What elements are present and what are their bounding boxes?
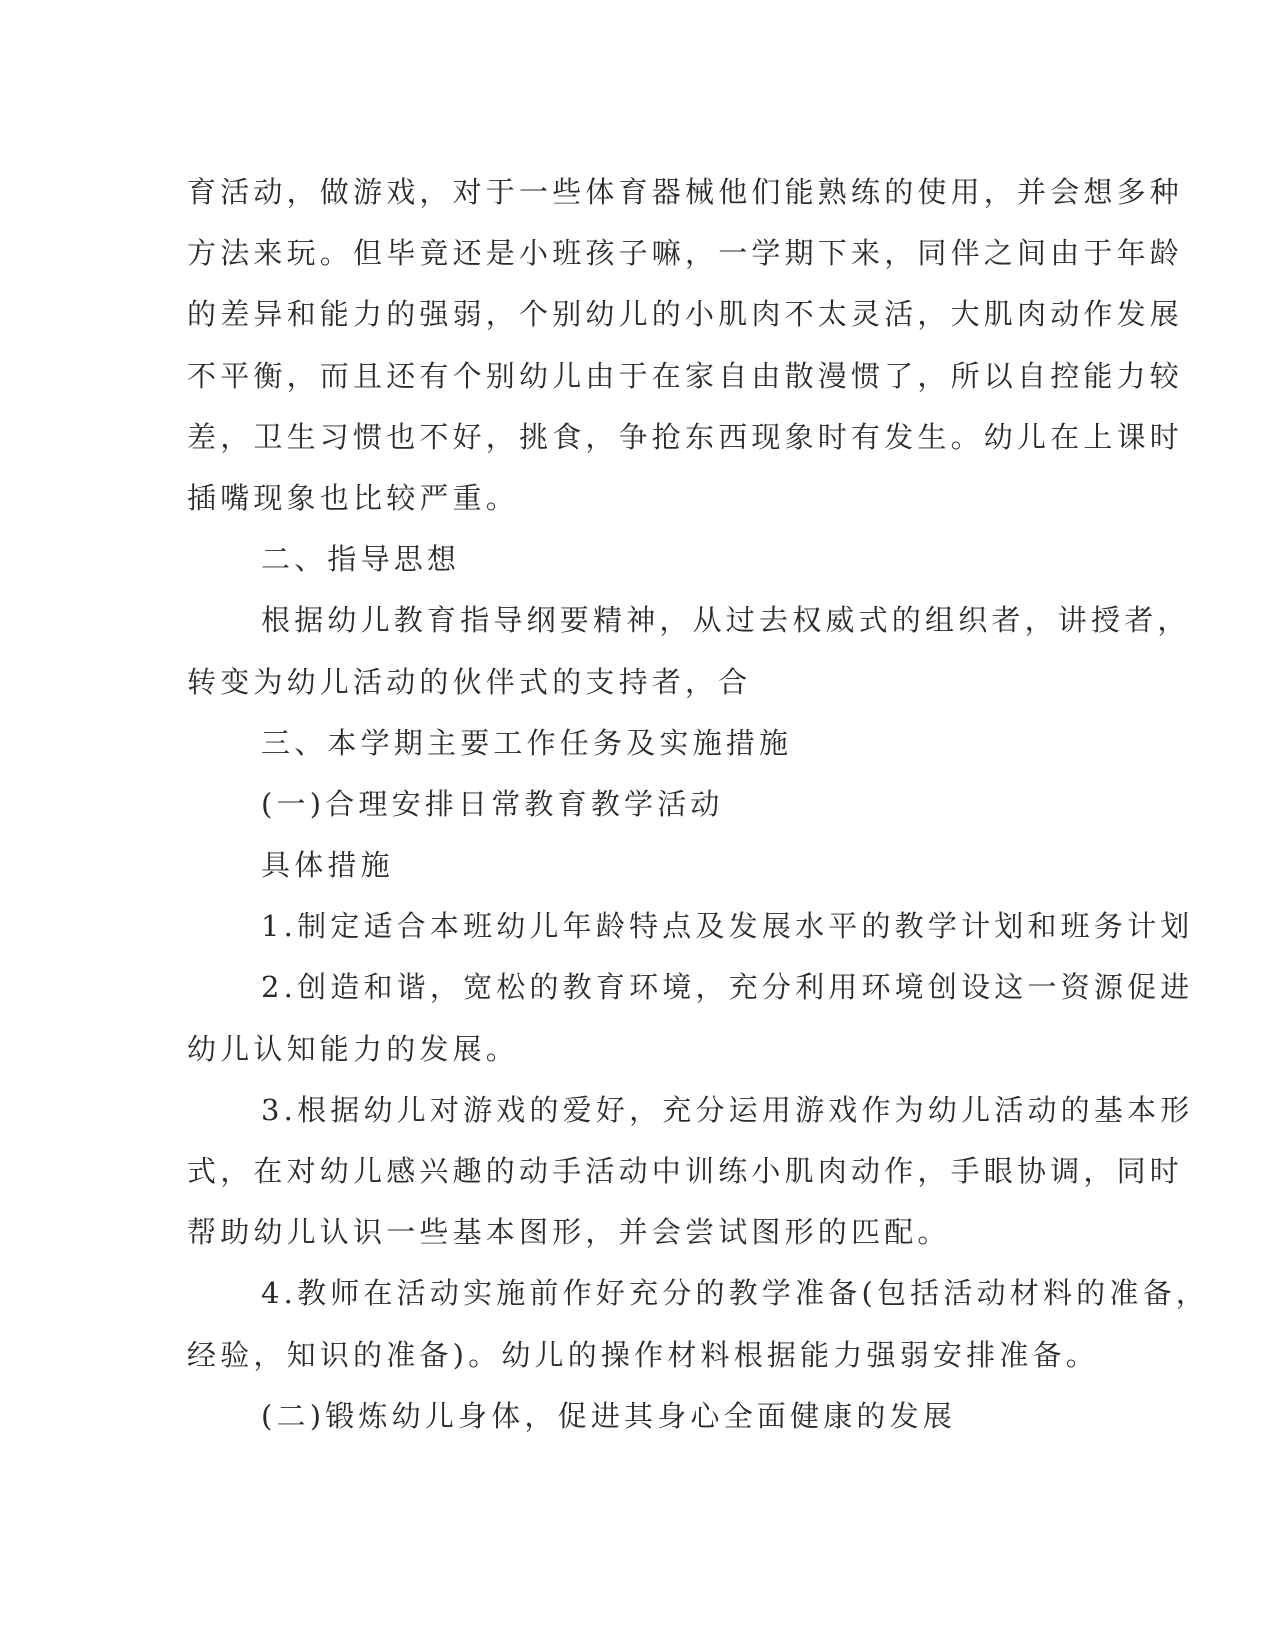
text-line: 帮助幼儿认识一些基本图形，并会尝试图形的匹配。 [187, 1215, 951, 1250]
text-line: 差，卫生习惯也不好，挑食，争抢东西现象时有发生。幼儿在上课时 [187, 419, 1184, 454]
subsection-heading: (二)锻炼幼儿身体，促进其身心全面健康的发展 [261, 1398, 957, 1433]
text-line: 式，在对幼儿感兴趣的动手活动中训练小肌肉动作，手眼协调，同时 [187, 1154, 1184, 1188]
document-body [187, 162, 1209, 1447]
text-line: 方法来玩。但毕竟还是小班孩子嘛，一学期下来，同伴之间由于年龄 [187, 236, 1184, 271]
text-line: 根据幼儿教育指导纲要精神，从过去权威式的组织者，讲授者， [261, 603, 1191, 638]
list-item: 2.创造和谐，宽松的教育环境，充分利用环境创设这一资源促进 [261, 970, 1194, 1005]
list-item: 3.根据幼儿对游戏的爱好，充分运用游戏作为幼儿活动的基本形 [261, 1092, 1194, 1127]
text-line: 转变为幼儿活动的伙伴式的支持者，合 [187, 664, 752, 699]
subsection-heading: (一)合理安排日常教育教学活动 [261, 786, 724, 821]
text-line: 经验，知识的准备)。幼儿的操作材料根据能力强弱安排准备。 [187, 1337, 1099, 1372]
text-line: 不平衡，而且还有个别幼儿由于在家自由散漫惯了，所以自控能力较 [187, 358, 1184, 393]
text-line: 幼儿认知能力的发展。 [187, 1031, 520, 1066]
text-line: 的差异和能力的强弱，个别幼儿的小肌肉不太灵活，大肌肉动作发展 [187, 297, 1184, 332]
text-line: 具体措施 [261, 848, 394, 883]
text-line: 育活动，做游戏，对于一些体育器械他们能熟练的使用，并会想多种 [187, 175, 1184, 209]
list-item: 4.教师在活动实施前作好充分的教学准备(包括活动材料的准备， [261, 1276, 1209, 1311]
text-line: 插嘴现象也比较严重。 [187, 480, 520, 515]
list-item: 1.制定适合本班幼儿年龄特点及发展水平的教学计划和班务计划 [261, 909, 1194, 944]
section-heading: 二、指导思想 [261, 542, 461, 577]
section-heading: 三、本学期主要工作任务及实施措施 [261, 725, 793, 760]
